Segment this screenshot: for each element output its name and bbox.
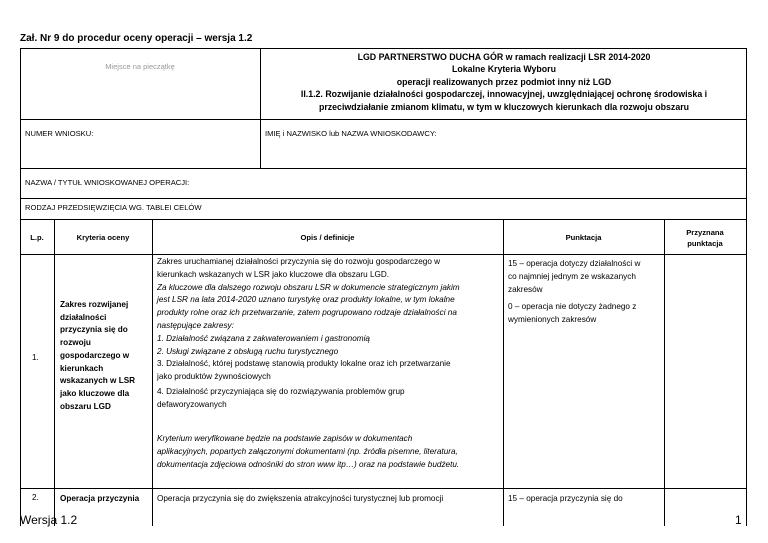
col-header-description: Opis / definicje [300,233,355,242]
operation-title-label: NAZWA / TYTUŁ WNIOSKOWANEJ OPERACJI: [25,178,190,187]
row1-criterion-line-7: wskazanych w LSR [60,376,136,386]
rule-under-fields [20,168,747,169]
row2-points: 15 – operacja przyczynia się do [508,494,623,503]
desc-line-7: 1. Działalność związana z zakwaterowaniem i gastronomią [157,333,370,343]
col-header-criteria: Kryteria oceny [76,233,130,242]
title-line-3: operacji realizowanych przez podmiot inny niż LGD [396,76,612,87]
desc-line-11: 4. Działalność przyczyniająca się do rozwiązywania problemów grup [157,386,405,396]
rule-under-row1 [20,488,747,489]
desc-line-6: następujące zakresy: [157,320,234,330]
project-type-label: RODZAJ PRZEDSIĘWZIĘCIA WG. TABLEI CELÓW [25,203,202,212]
rule-under-operation [20,198,747,199]
row1-points [508,258,662,327]
row1-criterion-line-6: kierunkach [60,363,104,373]
col-header-points: Punktacja [565,233,602,242]
col-header-lp: L.p. [30,233,44,242]
row1-criterion-line-2: działalności [60,312,107,322]
note-line-3: dokumentacja zdjęciowa odnośniki do stron www itp…) oraz na podstawie budżetu. [157,459,460,469]
desc-line-1: Zakres uruchamianej działalności przyczynia się do rozwoju gospodarczego w [157,257,441,266]
col-header-awarded-line-1: Przyznana [686,228,724,237]
rule-col-points [664,219,665,526]
rule-under-colheaders [20,254,747,255]
title-line-1: LGD PARTNERSTWO DUCHA GÓR w ramach realizacji LSR 2014-2020 [357,52,651,62]
title-line-4: II.1.2. Rozwijanie działalności gospodarczej, innowacyjnej, uwzględniającej ochronę środowiska i [300,89,708,100]
rule-col-lp [54,219,55,526]
points-line-2: co najmniej jednym ze wskazanych [508,271,636,281]
rule-top-header [20,48,747,49]
desc-line-2: kierunkach wskazanych w LSR jako kluczowe dla obszaru LGD. [157,269,390,279]
desc-line-12: defaworyzowanych [157,399,227,409]
page-number: 1 [735,513,742,527]
desc-line-3: Za kluczowe dla dalszego rozwoju obszaru LSR w dokumencie strategicznym jakim [157,282,460,292]
points-line-3: zakresów [508,284,543,294]
desc-line-8: 2. Usługi związane z obsługą ruchu turystycznego [157,346,339,356]
row1-criterion-line-8: jako kluczowe dla [60,388,130,398]
row1-criterion-line-9: obszaru LGD [60,401,111,411]
desc-line-4: jest LSR na lata 2014-2020 uznano turystykę oraz produkty lokalne, w tym lokalne [157,295,455,305]
desc-line-10: jako produktów żywnościowych [157,372,271,382]
stamp-placeholder: Miejsce na pieczątkę [105,62,175,71]
rule-title-divider [260,48,261,168]
rule-col-description [503,219,504,526]
document-header: Zał. Nr 9 do procedur oceny operacji – wersja 1.2 [20,33,253,44]
row1-criterion-line-4: rozwoju [60,338,91,348]
note-line-1: Kryterium weryfikowane będzie na podstawie zapisów w dokumentach [157,434,413,443]
rule-under-type [20,219,747,220]
col-header-awarded-line-2: punktacja [687,239,723,248]
application-number-label: NUMER WNIOSKU: [25,129,94,138]
rule-col-criteria [152,219,153,526]
row1-lp: 1. [32,353,39,362]
rule-under-title [20,119,747,120]
desc-line-9: 3. Działalność, której podstawę stanowią produkty lokalne oraz ich przetwarzanie [157,359,451,369]
row2-lp: 2. [32,493,39,502]
row1-criterion [60,299,148,413]
row1-criterion-line-5: gospodarczego w [60,350,130,360]
points-line-4: 0 – operacja nie dotyczy żadnego z [508,302,637,312]
row2-criterion: Operacja przyczynia [60,494,140,503]
points-line-1: 15 – operacja dotyczy działalności w [508,259,641,268]
title-line-5: przeciwdziałanie zmianom klimatu, w tym w kluczowych kierunkach dla rozwoju obszaru [318,101,690,112]
applicant-label: IMIĘ i NAZWISKO lub NAZWA WNIOSKODAWCY: [265,129,437,138]
row1-criterion-line-3: przyczynia się do [60,325,128,335]
footer-version: Wersja 1.2 [20,513,78,527]
row1-verification-note [157,433,500,471]
note-line-2: aplikacyjnych, popartych załączonymi dokumentami (np. źródła pisemne, literatura, [157,446,458,456]
form-title [262,51,746,113]
title-line-2: Lokalne Kryteria Wyboru [452,64,556,75]
row2-description: Operacja przyczynia się do zwiększenia atrakcyjności turystycznej lub promocji [157,494,444,503]
row1-criterion-line-1: Zakres rozwijanej [60,300,129,309]
row1-description [157,256,500,412]
col-header-awarded [664,227,746,249]
desc-line-5: produkty rolne oraz ich przetwarzanie, zatem pogrupowano rodzaje działalności na [157,308,457,318]
points-line-5: wymienionych zakresów [508,315,597,325]
